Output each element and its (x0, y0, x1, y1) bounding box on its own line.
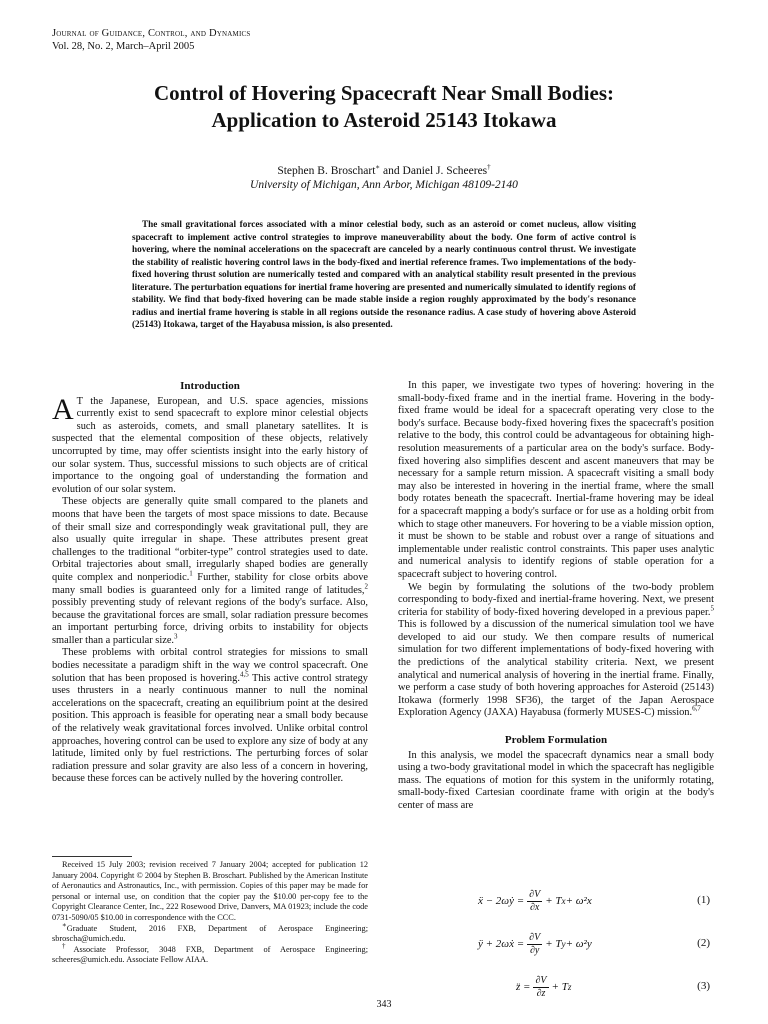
intro-p2c: possibly preventing study of relevant regions of the body's surface. Also, because the gravitational forces are small, solar radiation pressure becomes an important perturbing force, driving orbits to instability for objects smaller than a particular size. (52, 597, 368, 646)
intro-p3a: These problems with orbital control strategies for missions to small bodies necessitate a paradigm shift in the way we control spacecraft. One solution that has been proposed is hovering. (52, 647, 368, 684)
eq-rhs: + T (545, 938, 562, 950)
intro-p3b: This active control strategy uses thrusters in a nearly continuous manner to null the nominal accelerations on the spacecraft, creating an equilibrium point at the desired position. This approach is feasible for operating near a small body because of the relatively weak gravitational forces involved. Unlike orbital control approaches, hovering control can be used to explore any size of body at any latitude, limited only by fuel restrictions. The perturbing forces of solar radiation pressure and solar gravity are also less of a concern in hovering, because these forces can be actively nulled by the hovering controller. (52, 672, 368, 785)
section-heading-introduction: Introduction (180, 380, 240, 392)
equation-number: (2) (697, 937, 710, 949)
footnote-mark: † (62, 941, 74, 950)
intro-paragraph-3 (52, 647, 368, 786)
eq-lhs: ẍ − 2ωẏ = (478, 895, 525, 907)
citation-ref: 5 (710, 604, 714, 613)
eq-numerator: ∂V (529, 931, 541, 943)
citation-ref: 2 (364, 582, 368, 591)
eq-rhs: + T (551, 981, 568, 993)
equation-number: (1) (697, 894, 710, 906)
journal-name: Journal of Guidance, Control, and Dynamics (52, 28, 251, 39)
drop-cap: A (52, 392, 74, 426)
section-heading-problem-formulation: Problem Formulation (504, 734, 608, 747)
eq-denominator: ∂y (529, 944, 540, 956)
author-list (60, 164, 708, 178)
journal-header (52, 27, 250, 53)
paper-title (60, 80, 708, 134)
intro-paragraph-2 (52, 496, 368, 647)
right-column (398, 380, 714, 813)
affiliation: University of Michigan, Ann Arbor, Michigan 48109-2140 (250, 179, 518, 191)
eq-denominator: ∂x (529, 901, 540, 913)
author-2: Daniel J. Scheeres (402, 165, 488, 177)
eq-subscript: y (561, 939, 566, 949)
citation-ref: 6,7 (692, 704, 701, 713)
eq-tail: + ω²x (565, 895, 592, 907)
eq-fraction (527, 889, 542, 914)
left-column (52, 380, 368, 786)
footnote-author-2-text: Associate Professor, 3048 FXB, Department of Aerospace Engineering; scheeres@umich.edu. Associate Fellow AIAA. (52, 944, 368, 965)
citation-ref: 1 (189, 569, 193, 578)
journal-issue: Vol. 28, No. 2, March–April 2005 (52, 41, 195, 52)
eq-denominator: ∂z (536, 987, 546, 999)
eq-numerator: ∂V (529, 888, 541, 900)
right-p2a: We begin by formulating the solutions of the two-body problem corresponding to body-fixed and inertial-frame hovering. Next, we present criteria for stability of body-fixed hovering developed in a previous paper. (398, 581, 714, 618)
right-paragraph-2 (398, 582, 714, 721)
page-number: 343 (376, 999, 392, 1010)
intro-p1-text: T the Japanese, European, and U.S. space agencies, missions currently exist to send spacecraft to explore minor celestial objects such as asteroids, comets, and small planetary satellites. It is suspected that the elemental composition of these objects, relatively uncorrupted by time, may offer scientists insight into the early history of our solar system. Thus, successful missions to such objects are of critical importance to the ongoing goal of understanding the formation and evolution of our solar system. (52, 395, 368, 495)
footnote-author-2 (52, 941, 368, 966)
footnote-mark: ∗ (62, 920, 67, 929)
right-paragraph-1: In this paper, we investigate two types of hovering: hovering in the small-body-fixed frame and in the inertial frame. Hovering in the body-fixed frame would be ideal for a spacecraft operating very close to the body's surface. Because body-fixed hovering fixes the spacecraft's position relative to the body, this control could be advantageous for obtaining high-resolution measurements of a particular area on the body's surface. Body-fixed hovering also simplifies descent and ascent maneuvers that may be necessary for a sample return mission. A spacecraft visiting a small body may also be interested in hovering in the inertial frame, where the small body rotates beneath the spacecraft. Inertial-frame hovering may be ideal for a spacecraft mapping a body's surface or for use as a holding orbit from which to stage other maneuvers. For hovering to be a viable mission option, it must be shown to be stable and robust over a range of situations and implementable under realistic control constraints. This paper uses analytic and numerical analysis to identify regions of stable operation for a spacecraft subject to hovering control. (398, 380, 714, 580)
footnote-received: Received 15 July 2003; revision received 7 January 2004; accepted for publication 12 January 2004. Copyright © 2004 by Stephen B. Broschart. Published by the American Institute of Aeronautics and Astronautics, Inc., with permission. Copies of this paper may be made for personal or internal use, on condition that the copier pay the $10.00 per-copy fee to the Copyright Clearance Center, Inc., 222 Rosewood Drive, Danvers, MA 01923; include the code 0731-5090/05 $10.00 in correspondence with the CCC. (52, 860, 368, 922)
footnotes (52, 860, 368, 966)
right-p2b: This is followed by a discussion of the numerical simulation tool we have developed to aid our study. We then compare results of numerical simulation for two different implementations of body-fixed hovering with the predictions of the analytical stability criteria. Next, we present analytical and numerical analysis of hovering in the inertial frame. Finally, we perform a case study of both hovering approaches for Asteroid (25143) Itokawa (formerly 1998 SF36), the target of the Japan Aerospace Exploration Agency (JAXA) Hayabusa (formerly MUSES-C) mission. (398, 619, 714, 719)
citation-ref: 4,5 (239, 670, 249, 679)
footnote-author-1 (52, 920, 368, 945)
intro-paragraph-1 (52, 392, 368, 497)
equation-1 (398, 884, 714, 918)
eq-subscript: z (567, 982, 572, 992)
intro-p2b: Further, stability for close orbits above many small bodies is guaranteed only for a limited range of latitudes, (52, 571, 369, 596)
eq-subscript: x (561, 896, 566, 906)
citation-ref: 3 (174, 632, 178, 641)
eq-rhs: + T (545, 895, 562, 907)
eq-tail: + ω²y (565, 938, 592, 950)
abstract: The small gravitational forces associated with a minor celestial body, such as an asteroid or comet nucleus, allow visiting spacecraft to implement active control strategies to improve maneuverability about the body. One form of active control is hovering, where the nominal accelerations on the spacecraft are canceled by a nearly continuous control thrust. We investigate the stability of realistic hovering control laws in the body-fixed and inertial reference frames. Two implementations of the body-fixed hovering thrust solution are numerically tested and compared with an analytical stability result presented in the previous literature. The perturbation equations for inertial frame hovering are presented and numerically simulated to identify regions of stability. We find that body-fixed hovering can be made stable inside a region roughly approximated by the body's resonance radius and inertial frame hovering is stable in all regions outside the resonance radius. A case study of hovering above Asteroid (25143) Itokawa, target of the Hayabusa mission, is also presented. (132, 219, 636, 329)
eq-numerator: ∂V (535, 974, 547, 986)
footnote-author-1-text: Graduate Student, 2016 FXB, Department of Aerospace Engineering; sbroscha@umich.edu. (52, 923, 368, 944)
title-line-2: Application to Asteroid 25143 Itokawa (211, 108, 557, 132)
eq-lhs: ÿ + 2ωẋ = (478, 938, 525, 950)
equation-number: (3) (697, 980, 710, 992)
author-2-mark: † (487, 163, 491, 172)
author-1: Stephen B. Broschart (277, 165, 376, 177)
intro-p2a: These objects are generally quite small compared to the planets and moons that have been the targets of most space missions to date. Because of their small size and correspondingly weak gravitational pull, they are also usually quite irregular in shape. These attributes present great challenges to the traditional “orbiter-type” control strategies used to date. Orbital trajectories about small, irregularly shaped bodies are generally quite complex and nonperiodic. (52, 496, 368, 583)
equation-2 (398, 927, 714, 961)
title-line-1: Control of Hovering Spacecraft Near Small Bodies: (153, 81, 614, 105)
footnote-divider (52, 856, 132, 857)
eq-lhs: z̈ = (516, 981, 531, 993)
eq-fraction (533, 975, 548, 1000)
author-and: and (380, 165, 403, 177)
author-1-mark: ∗ (375, 163, 381, 172)
eq-fraction (527, 932, 542, 957)
right-paragraph-3: In this analysis, we model the spacecraft dynamics near a small body using a two-body gravitational model in which the spacecraft has negligible mass. The equations of motion for this system in the uniformly rotating, small-body-fixed Cartesian coordinate frame with origin at the body's center of mass are (398, 749, 714, 811)
